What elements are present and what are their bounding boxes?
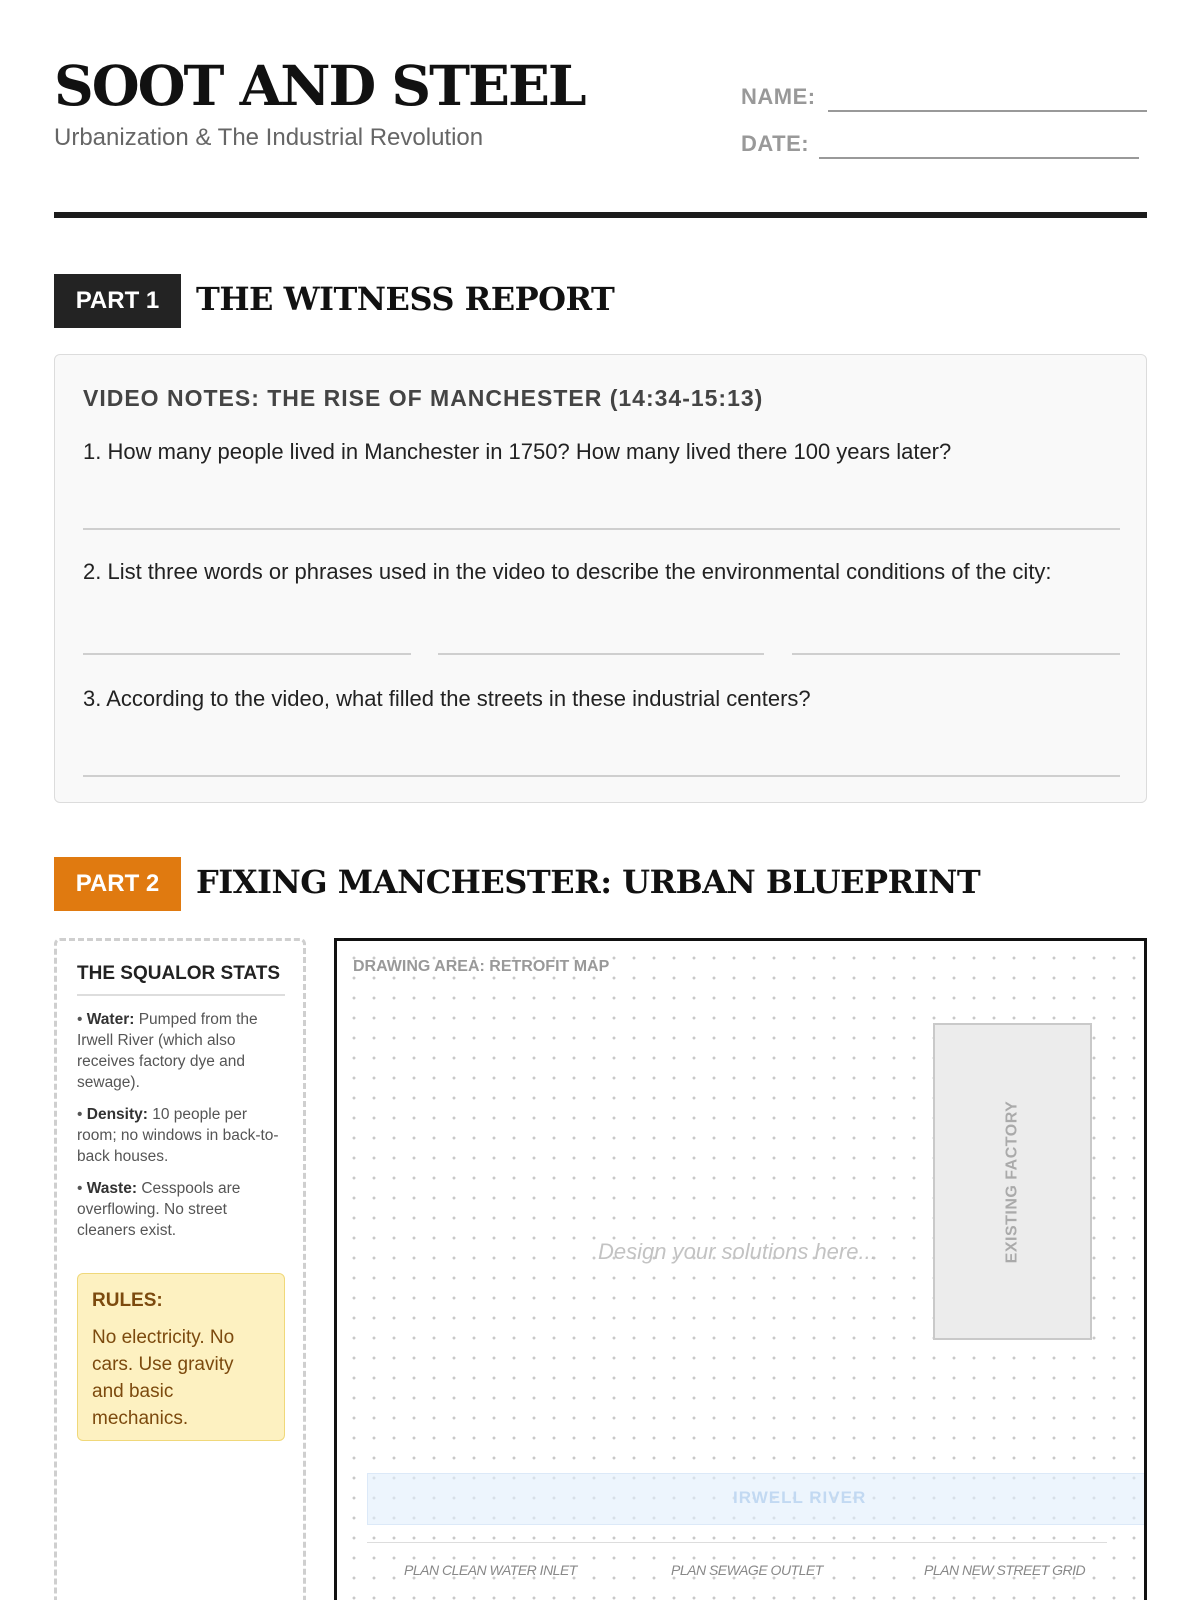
plan-clean-water-inlet: PLAN CLEAN WATER INLET xyxy=(404,1562,577,1578)
rules-callout xyxy=(77,1273,285,1441)
answer-line-2a[interactable] xyxy=(83,653,411,655)
video-notes-panel xyxy=(54,354,1147,803)
stat-water: • Water: Pumped from the Irwell River (which also receives factory dye and sewage). xyxy=(77,1011,258,1091)
name-field-line[interactable] xyxy=(828,110,1147,112)
worksheet-subtitle: Urbanization & The Industrial Revolution xyxy=(54,124,484,151)
question-3: 3. According to the video, what filled the streets in these industrial centers? xyxy=(83,686,811,711)
retrofit-map-drawing-area[interactable] xyxy=(334,938,1147,1600)
name-label: NAME: xyxy=(741,84,816,109)
stat-waste: • Waste: Cesspools are overflowing. No street cleaners exist. xyxy=(77,1180,241,1239)
answer-line-2b[interactable] xyxy=(438,653,764,655)
question-2: 2. List three words or phrases used in the video to describe the environmental conditions of the city: xyxy=(83,559,1052,584)
part1-title: THE WITNESS REPORT xyxy=(196,280,615,318)
header-divider xyxy=(54,212,1147,218)
answer-line-2c[interactable] xyxy=(792,653,1120,655)
answer-line-3[interactable] xyxy=(83,775,1120,777)
stat-waste-label: Waste: xyxy=(86,1180,137,1197)
rules-heading: RULES: xyxy=(92,1290,163,1311)
squalor-stats-panel xyxy=(54,938,306,1600)
existing-factory-block xyxy=(933,1023,1092,1340)
irwell-river-label: IRWELL RIVER xyxy=(733,1488,867,1507)
squalor-stats-heading: THE SQUALOR STATS xyxy=(77,963,285,996)
existing-factory-label: EXISTING FACTORY xyxy=(1003,1100,1021,1263)
stat-water-text: Pumped from the Irwell River (which also receives factory dye and sewage). xyxy=(77,1011,258,1091)
question-1: 1. How many people lived in Manchester in 1750? How many lived there 100 years later? xyxy=(83,439,952,464)
part1-badge: PART 1 xyxy=(54,274,181,328)
plan-new-street-grid: PLAN NEW STREET GRID xyxy=(924,1562,1086,1578)
rules-text: No electricity. No cars. Use gravity and basic mechanics. xyxy=(92,1327,235,1429)
part2-title: FIXING MANCHESTER: URBAN BLUEPRINT xyxy=(196,863,981,901)
design-hint-text: Design your solutions here... xyxy=(598,1239,877,1264)
video-notes-heading: VIDEO NOTES: THE RISE OF MANCHESTER (14:34-15:13) xyxy=(83,385,764,411)
stat-density-label: Density: xyxy=(86,1106,148,1123)
plan-sewage-outlet: PLAN SEWAGE OUTLET xyxy=(671,1562,823,1578)
irwell-river xyxy=(367,1473,1147,1525)
worksheet-title: SOOT AND STEEL xyxy=(54,53,585,118)
stat-density-text: 10 people per room; no windows in back-to-back houses. xyxy=(77,1106,279,1165)
plan-divider xyxy=(367,1542,1107,1543)
stat-density: • Density: 10 people per room; no windows in back-to-back houses. xyxy=(77,1106,279,1165)
part2-badge: PART 2 xyxy=(54,857,181,911)
answer-line-1[interactable] xyxy=(83,528,1120,530)
drawing-area-label: DRAWING AREA: RETROFIT MAP xyxy=(353,958,610,975)
stat-water-label: Water: xyxy=(86,1011,135,1028)
stat-waste-text: Cesspools are overflowing. No street cleaners exist. xyxy=(77,1180,241,1239)
date-label: DATE: xyxy=(741,131,810,156)
date-field-line[interactable] xyxy=(819,157,1139,159)
